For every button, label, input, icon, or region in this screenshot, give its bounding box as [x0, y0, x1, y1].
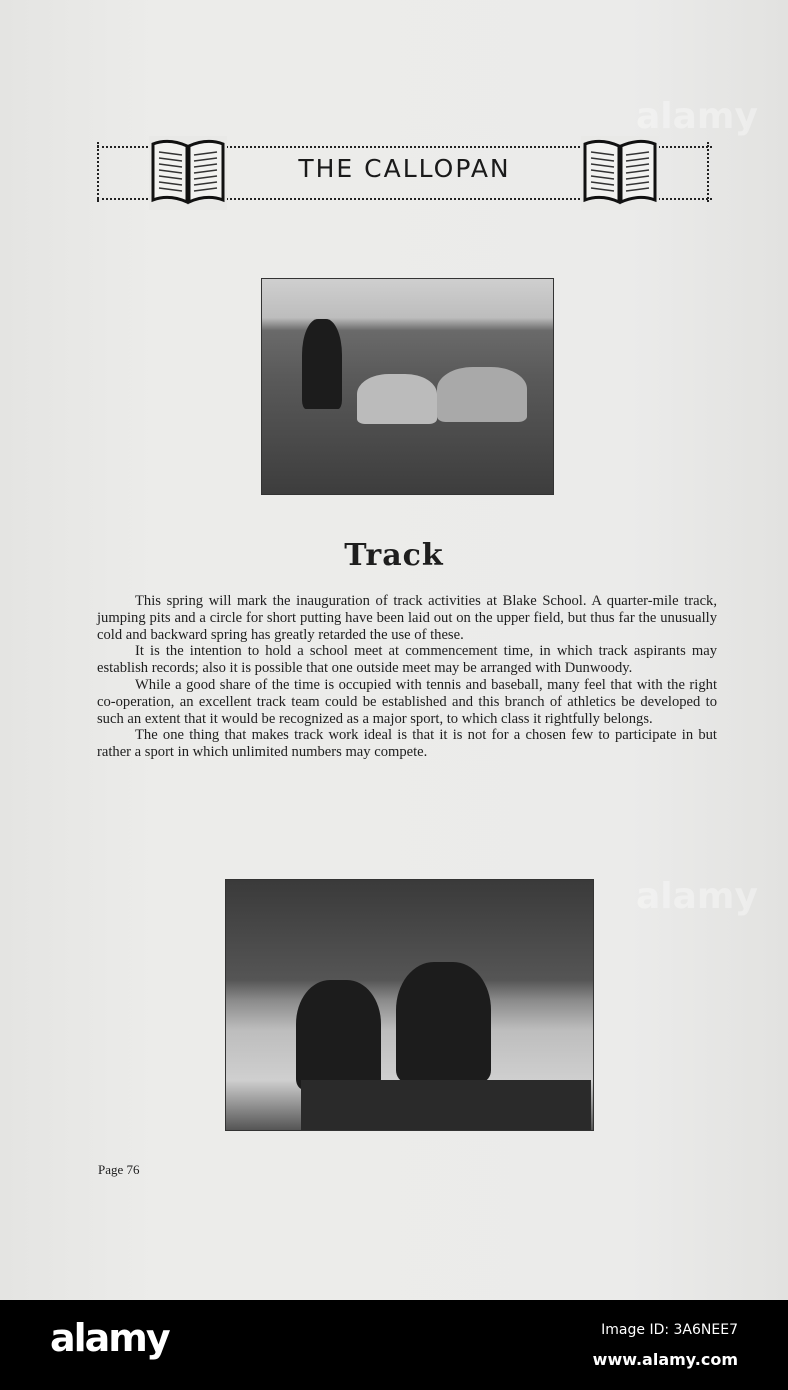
watermark-text: alamy	[636, 876, 758, 917]
track-runners-photo	[261, 278, 554, 495]
classroom-photo	[225, 879, 594, 1131]
article-heading: Track	[344, 538, 444, 573]
image-id: Image ID: 3A6NEE7	[601, 1322, 738, 1338]
paragraph: While a good share of the time is occupied with tennis and baseball, many feel that with the right co-operation, an excellent track team could be established and this branch of athletics be developed to such an extent that it would be recognized as a major sport, to which class it rightfully belongs.	[97, 676, 717, 727]
paragraph: The one thing that makes track work ideal is that it is not for a chosen few to participate in but rather a sport in which unlimited numbers may compete.	[97, 727, 717, 761]
watermark-bar	[0, 1300, 788, 1390]
photo-figure	[296, 980, 381, 1090]
article-body	[97, 593, 717, 761]
photo-table	[301, 1080, 591, 1130]
photo-figure	[357, 374, 437, 424]
paragraph: This spring will mark the inauguration of track activities at Blake School. A quarter-mile track, jumping pits and a circle for short putting have been laid out on the upper field, but thus far the unusually cold and backward spring has greatly retarded the use of these.	[97, 593, 717, 643]
photo-figure	[437, 367, 527, 422]
header-banner	[97, 140, 712, 204]
page-number: Page 76	[98, 1162, 140, 1177]
paragraph: It is the intention to hold a school meet at commencement time, in which track aspirants may establish records; also it is possible that one outside meet may be arranged with Dunwoody.	[97, 643, 717, 677]
alamy-logo: alamy	[50, 1316, 169, 1360]
watermark-url: www.alamy.com	[592, 1350, 738, 1369]
publication-title: THE CALLOPAN	[298, 154, 511, 183]
photo-figure	[396, 962, 491, 1082]
watermark-text: alamy	[636, 96, 758, 137]
photo-figure	[302, 319, 342, 409]
